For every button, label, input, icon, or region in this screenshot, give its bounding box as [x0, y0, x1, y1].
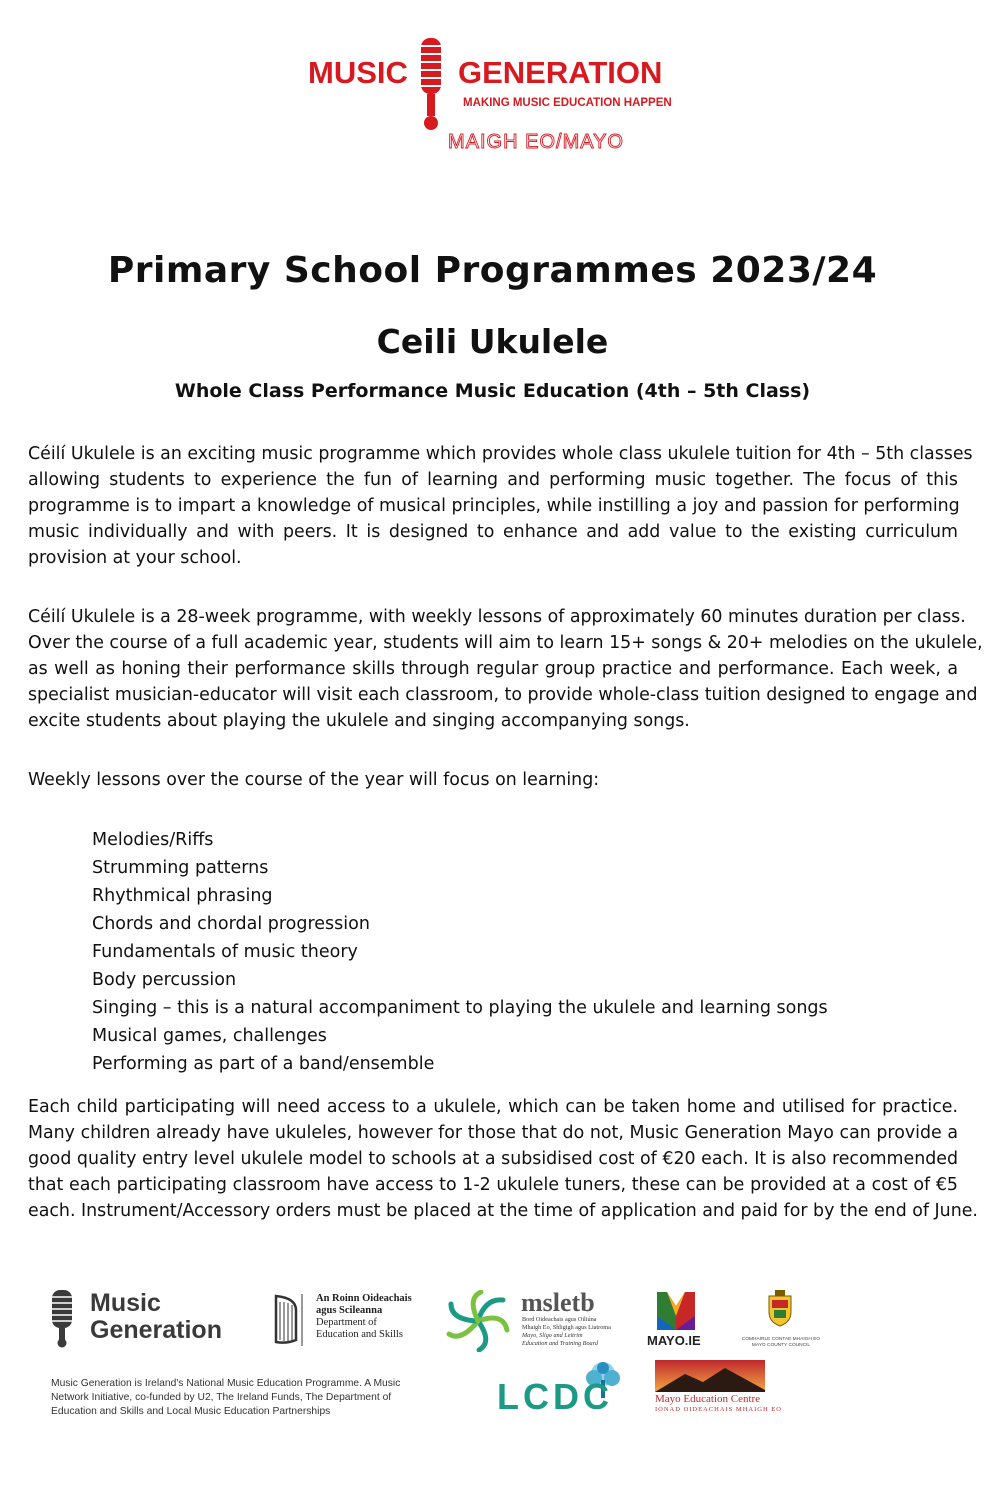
list-item: Strumming patterns	[92, 858, 269, 878]
paragraph-line: specialist musician-educator will visit each classroom, to provide whole-class tuition designed to engage and	[28, 685, 978, 705]
paragraph-line: good quality entry level ukulele model to schools at a subsidised cost of €20 each. It is also recommended	[28, 1149, 958, 1169]
mayo-county-council-logo	[740, 1337, 822, 1349]
list-intro	[28, 767, 958, 793]
music-generation-footer-logo	[90, 1290, 222, 1344]
logo-line: Education and Training Board	[522, 1340, 598, 1347]
paragraph-line: programme is to impart a knowledge of musical principles, while instilling a joy and passion for performing	[28, 496, 960, 516]
paragraph-line: Many children already have ukuleles, however for those that do not, Music Generation Mayo can provide a	[28, 1123, 958, 1143]
paragraph-line: Each child participating will need access to a ukulele, which can be taken home and utilised for practice.	[28, 1097, 958, 1117]
paragraph-line: each. Instrument/Accessory orders must be placed at the time of application and paid for by the end of June.	[28, 1201, 978, 1221]
focus-list	[92, 826, 828, 1078]
msletb-logo: msletb	[521, 1288, 595, 1317]
logo-line: Generation	[90, 1316, 222, 1344]
list-item: Performing as part of a band/ensemble	[92, 1054, 435, 1074]
county-crest-icon	[765, 1288, 795, 1328]
page-title: Primary School Programmes 2023/24	[107, 250, 878, 291]
mayo-ie-logo: MAYO.IE	[647, 1333, 701, 1348]
paragraph-line: excite students about playing the ukulele and singing accompanying songs.	[28, 711, 690, 731]
department-of-education-logo	[316, 1293, 412, 1341]
music-generation-mayo-logo	[308, 36, 683, 156]
logo-line: COMHAIRLE CONTAE MHAIGH EO	[741, 1337, 821, 1342]
instrument-paragraph	[28, 1094, 978, 1224]
logo-line: Department of	[316, 1317, 377, 1328]
mayo-m-icon	[655, 1290, 697, 1332]
logo-line: Education and Skills	[316, 1329, 403, 1340]
paragraph-line: Céilí Ukulele is a 28-week programme, with weekly lessons of approximately 60 minutes duration per class.	[28, 607, 966, 627]
logo-line: Music	[90, 1289, 161, 1317]
lcdc-logo: LCDC	[497, 1376, 613, 1417]
list-item: Melodies/Riffs	[92, 830, 214, 850]
paragraph-line: Over the course of a full academic year, students will aim to learn 15+ songs & 20+ melodies on the ukulele,	[28, 633, 983, 653]
paragraph-line: that each participating classroom have access to 1-2 ukulele tuners, these can be provided at a cost of €5	[28, 1175, 958, 1195]
logo-brand-right: GENERATION	[458, 55, 663, 90]
mayo-education-centre-sunset-icon	[655, 1360, 765, 1392]
mayo-education-centre-subtitle: IONAD OIDEACHAIS MHAIGH EO	[655, 1406, 782, 1413]
logo-tagline: MAKING MUSIC EDUCATION HAPPEN	[463, 97, 672, 109]
mayo-education-centre-logo: Mayo Education Centre	[655, 1393, 761, 1405]
logo-line: agus Scileanna	[316, 1305, 383, 1316]
paragraph-line: as well as honing their performance skills through regular group practice and performance. Each week, a	[28, 659, 958, 679]
paragraph-line: music individually and with peers. It is designed to enhance and add value to the existing curriculum	[28, 522, 958, 542]
list-item: Singing – this is a natural accompaniment to playing the ukulele and learning songs	[92, 998, 828, 1018]
msletb-subtitle	[522, 1316, 611, 1348]
logo-line: Bord Oideachais agus Oiliúna	[522, 1316, 597, 1323]
paragraph-line: allowing students to experience the fun of learning and performing music together. The focus of this	[28, 470, 958, 490]
programme-tagline: Whole Class Performance Music Education (4th – 5th Class)	[174, 380, 811, 402]
logo-region: MAIGH EO/MAYO	[448, 131, 624, 153]
music-generation-description: Music Generation is Ireland's National Music Education Programme. A Music Network Initiative, co-funded by U2, The Ireland Funds, The Department of Education and Skills and Local Music Education Partnerships	[51, 1378, 401, 1417]
logo-line: An Roinn Oideachais	[316, 1293, 412, 1304]
list-item: Rhythmical phrasing	[92, 886, 273, 906]
list-item: Musical games, challenges	[92, 1026, 327, 1046]
intro-paragraph	[28, 441, 973, 571]
list-item: Body percussion	[92, 970, 237, 990]
paragraph-line: Weekly lessons over the course of the year will focus on learning:	[28, 770, 600, 790]
logo-line: MAYO COUNTY COUNCIL	[751, 1343, 811, 1348]
logo-brand-left: MUSIC	[308, 55, 408, 90]
music-generation-mic-icon	[50, 1290, 74, 1348]
logo-line: Mayo, Sligo and Leitrim	[522, 1332, 583, 1339]
list-item: Fundamentals of music theory	[92, 942, 358, 962]
list-item: Chords and chordal progression	[92, 914, 370, 934]
msletb-swirl-icon	[445, 1290, 511, 1352]
paragraph-line: Céilí Ukulele is an exciting music programme which provides whole class ukulele tuition for 4th – 5th classes	[28, 444, 973, 464]
programme-details-paragraph	[28, 604, 983, 734]
microphone-icon	[421, 38, 441, 130]
harp-icon	[266, 1292, 306, 1348]
paragraph-line: provision at your school.	[28, 548, 242, 568]
logo-line: Mhaigh Eo, Shligigh agus Liatroma	[522, 1324, 611, 1331]
programme-name: Ceili Ukulele	[376, 322, 609, 361]
